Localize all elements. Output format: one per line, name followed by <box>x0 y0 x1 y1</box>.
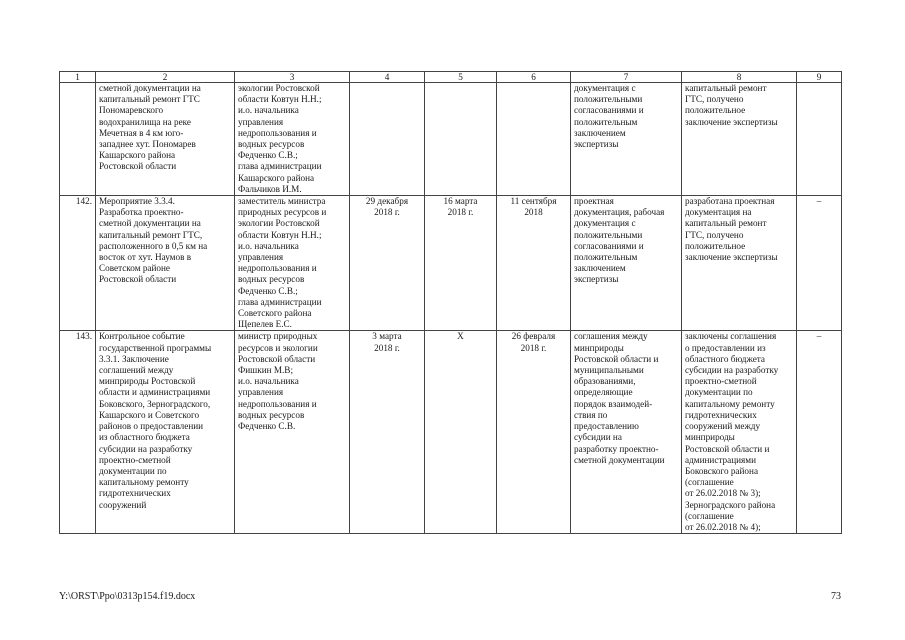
cell-text-line: минприроды Ростовской <box>99 376 196 387</box>
cell-text-line: Щепелев Е.С. <box>238 319 292 330</box>
actual-date-cell <box>497 83 571 196</box>
cell-text-line: расположенного в 0,5 км на <box>99 240 208 251</box>
cell-text-line: 16 марта <box>443 196 478 207</box>
cell-text-line: экспертизы <box>574 139 619 150</box>
cell-text-line: Федченко С.В.; <box>238 150 298 161</box>
cell-text-line: восток от хут. Наумов в <box>99 252 192 263</box>
cell-text-line: экологии Ростовской <box>238 218 320 229</box>
cell-text-line: и.о. начальника <box>238 376 299 387</box>
cell-text-line: глава администрации <box>238 296 322 307</box>
cell-text-line: сооружений <box>99 499 147 510</box>
cell-text-line: 2018 г. <box>447 207 474 218</box>
cell-text-line: областного бюджета <box>685 353 765 364</box>
cell-text-line: Мечетная в 4 км юго- <box>99 127 184 138</box>
cell-text-line: водных ресурсов <box>238 139 305 150</box>
footer-page-number: 73 <box>831 591 841 602</box>
cell-text-line: ствия по <box>574 409 608 420</box>
cell-text-line: заключением <box>574 263 626 274</box>
responsible-cell <box>235 83 350 196</box>
cell-text-line: Боковского района <box>685 465 759 476</box>
cell-text-line: гидротехнических <box>685 409 757 420</box>
column-header-9: 9 <box>797 72 842 83</box>
cell-text-line: 26 февраля <box>511 331 556 342</box>
cell-text-line: Контрольное событие <box>99 331 185 342</box>
column-header-6: 6 <box>497 72 571 83</box>
cell-text-line: водных ресурсов <box>238 274 305 285</box>
cell-text-line: водных ресурсов <box>238 409 305 420</box>
cell-text-line: Мероприятие 3.3.4. <box>99 196 175 207</box>
cell-text-line: экспертизы <box>574 274 619 285</box>
cell-text-line: 2018 г. <box>374 342 400 353</box>
footer-file-path: Y:\ORST\Ppo\0313p154.f19.docx <box>59 591 196 602</box>
plan-table <box>59 71 842 534</box>
cell-text-line: субсидии на разработку <box>99 443 193 454</box>
actual-date-cell <box>497 331 571 534</box>
result-cell <box>571 331 682 534</box>
cell-text-line: Разработка проектно- <box>99 207 184 218</box>
cell-text-line: Федченко С.В. <box>238 421 296 432</box>
responsible-cell <box>235 331 350 534</box>
cell-text-line: заключение экспертизы <box>685 116 778 127</box>
table-row <box>60 331 842 534</box>
column-header-8: 8 <box>682 72 797 83</box>
cell-text-line: Советского района <box>238 308 312 319</box>
cell-text-line: недропользования и <box>238 398 317 409</box>
cell-text-line: согласованиями и <box>574 105 644 116</box>
note-cell <box>797 331 842 534</box>
cell-text-line: сооружений между <box>685 421 761 432</box>
cell-text-line: проектно-сметной <box>685 376 757 387</box>
cell-text-line: согласованиями и <box>574 240 644 251</box>
actual-date-cell <box>497 196 571 331</box>
cell-text-line: 29 декабря <box>365 196 409 207</box>
cell-text-line: проектная <box>574 196 614 207</box>
cell-text-line: из областного бюджета <box>99 432 190 443</box>
cell-text-line: ГТС, получено <box>685 229 744 240</box>
event-name-cell <box>96 331 235 534</box>
cell-text-line: от 26.02.2018 № 3); <box>685 488 761 499</box>
cell-text-line: Фишкин М.В; <box>238 365 293 376</box>
cell-text-line: заключены соглашения <box>685 331 777 342</box>
cell-text-line: Кашарского района <box>99 150 176 161</box>
table-row <box>60 196 842 331</box>
cell-text-line: муниципальными <box>574 365 644 376</box>
cell-text-line: положительное <box>685 240 746 251</box>
deadline-cell <box>350 331 425 534</box>
cell-text-line: капитальный ремонт ГТС, <box>99 229 203 240</box>
cell-text-line: документации по <box>685 387 753 398</box>
column-header-4: 4 <box>350 72 425 83</box>
status-cell <box>682 83 797 196</box>
result-cell <box>571 83 682 196</box>
cell-text-line: Пономаревского <box>99 105 164 116</box>
cell-text-line: определяющие <box>574 387 633 398</box>
cell-text-line: Кашарского района <box>238 172 315 183</box>
date-cell <box>425 331 497 534</box>
cell-text-line: заместитель министра <box>238 196 326 207</box>
cell-text-line: управления <box>238 387 284 398</box>
cell-text-line: документации по <box>99 465 167 476</box>
cell-text-line: (соглашение <box>685 477 734 488</box>
cell-text-line: положительное <box>685 105 746 116</box>
status-cell <box>682 196 797 331</box>
status-cell <box>682 331 797 534</box>
cell-text-line: государственной программы <box>99 342 212 353</box>
column-header-3: 3 <box>235 72 350 83</box>
cell-text-line: 3 марта <box>372 331 402 342</box>
column-header-2: 2 <box>96 72 235 83</box>
date-cell <box>425 83 497 196</box>
column-header-5: 5 <box>425 72 497 83</box>
cell-text-line: минприроды <box>574 342 624 353</box>
cell-text-line: капитальному ремонту <box>99 477 189 488</box>
cell-text-line: Кашарского и Советского <box>99 409 200 420</box>
cell-text-line: соглашения между <box>574 331 648 342</box>
cell-text-line: капитальный ремонт ГТС <box>99 94 200 105</box>
deadline-cell <box>350 83 425 196</box>
cell-text-line: субсидии на разработку <box>685 365 779 376</box>
cell-text-line: о предоставлении из <box>685 342 766 353</box>
cell-text-line: 11 сентября <box>510 196 557 207</box>
note-cell <box>797 83 842 196</box>
cell-text-line: водохранилища на реке <box>99 116 191 127</box>
cell-text-line: сметной документации на <box>99 218 201 229</box>
cell-text-line: и.о. начальника <box>238 105 299 116</box>
cell-text-line: от 26.02.2018 № 4); <box>685 521 761 532</box>
table-row <box>60 83 842 196</box>
cell-text-line: гидротехнических <box>99 488 171 499</box>
cell-text-line: Зерноградского района <box>685 499 776 510</box>
cell-text-line: экологии Ростовской <box>238 83 320 93</box>
cell-text-line: капитальный ремонт <box>685 218 767 229</box>
cell-text-line: управления <box>238 116 284 127</box>
header-row <box>60 72 842 83</box>
cell-text-line: администрациями <box>685 454 756 465</box>
cell-text-line: районов о предоставлении <box>99 421 204 432</box>
cell-text-line: Советском районе <box>99 263 170 274</box>
note-cell <box>797 196 842 331</box>
cell-text-line: области Ковтун Н.Н.; <box>238 229 322 240</box>
cell-text-line: управления <box>238 252 284 263</box>
cell-text-line: области и администрациями <box>99 387 211 398</box>
cell-text-line: заключение экспертизы <box>685 252 778 263</box>
cell-text-line: капитальному ремонту <box>685 398 775 409</box>
event-name-cell <box>96 196 235 331</box>
cell-text-line: 3.3.1. Заключение <box>99 353 169 364</box>
cell-text-line: соглашений между <box>99 365 174 376</box>
deadline-cell <box>350 196 425 331</box>
cell-text-line: Ростовской области <box>99 274 177 285</box>
cell-text-line: Ростовской области <box>238 353 316 364</box>
cell-text-line: Фальчиков И.М. <box>238 183 302 194</box>
cell-text-line: Ростовской области <box>99 161 177 172</box>
column-header-1: 1 <box>60 72 96 83</box>
cell-text-line: министр природных <box>238 331 318 342</box>
cell-text-line: минприроды <box>685 432 735 443</box>
column-header-7: 7 <box>571 72 682 83</box>
event-name-cell <box>96 83 235 196</box>
row-number: 143. <box>60 331 96 534</box>
result-cell <box>571 196 682 331</box>
row-number <box>60 83 96 196</box>
cell-text-line: западнее хут. Пономарев <box>99 139 196 150</box>
cell-text-line: X <box>457 331 464 342</box>
cell-text-line: 2018 г. <box>520 342 547 353</box>
cell-text-line: сметной документации на <box>99 83 201 93</box>
cell-text-line: 2018 г. <box>374 207 400 218</box>
cell-text-line: Федченко С.В.; <box>238 285 298 296</box>
cell-text-line: документация, рабочая <box>574 207 665 218</box>
cell-text-line: субсидии на <box>574 432 622 443</box>
date-cell <box>425 196 497 331</box>
cell-text-line: положительными <box>574 229 643 240</box>
cell-text-line: разработана проектная <box>685 196 775 207</box>
row-number: 142. <box>60 196 96 331</box>
cell-text-line: образованиями, <box>574 376 636 387</box>
cell-text-line: – <box>816 331 822 342</box>
cell-text-line: проектно-сметной <box>99 454 171 465</box>
cell-text-line: положительным <box>574 116 638 127</box>
cell-text-line: документация на <box>685 207 752 218</box>
cell-text-line: капитальный ремонт <box>685 83 767 93</box>
cell-text-line: 2018 <box>524 207 543 218</box>
cell-text-line: Ростовской области и <box>574 353 659 364</box>
cell-text-line: документация с <box>574 218 636 229</box>
cell-text-line: Боковского, Зерноградского, <box>99 398 211 409</box>
cell-text-line: положительным <box>574 252 638 263</box>
responsible-cell <box>235 196 350 331</box>
cell-text-line: порядок взаимодей- <box>574 398 653 409</box>
cell-text-line: природных ресурсов и <box>238 207 327 218</box>
cell-text-line: недропользования и <box>238 263 317 274</box>
cell-text-line: – <box>816 196 822 207</box>
cell-text-line: (соглашение <box>685 510 734 521</box>
cell-text-line: сметной документации <box>574 454 665 465</box>
cell-text-line: предоставлению <box>574 421 639 432</box>
cell-text-line: области Ковтун Н.Н.; <box>238 94 322 105</box>
cell-text-line: Ростовской области и <box>685 443 770 454</box>
cell-text-line: положительными <box>574 94 643 105</box>
cell-text-line: глава администрации <box>238 161 322 172</box>
cell-text-line: ресурсов и экологии <box>238 342 318 353</box>
cell-text-line: недропользования и <box>238 127 317 138</box>
cell-text-line: заключением <box>574 127 626 138</box>
cell-text-line: и.о. начальника <box>238 240 299 251</box>
cell-text-line: документация с <box>574 83 636 93</box>
cell-text-line: ГТС, получено <box>685 94 744 105</box>
cell-text-line: разработку проектно- <box>574 443 659 454</box>
